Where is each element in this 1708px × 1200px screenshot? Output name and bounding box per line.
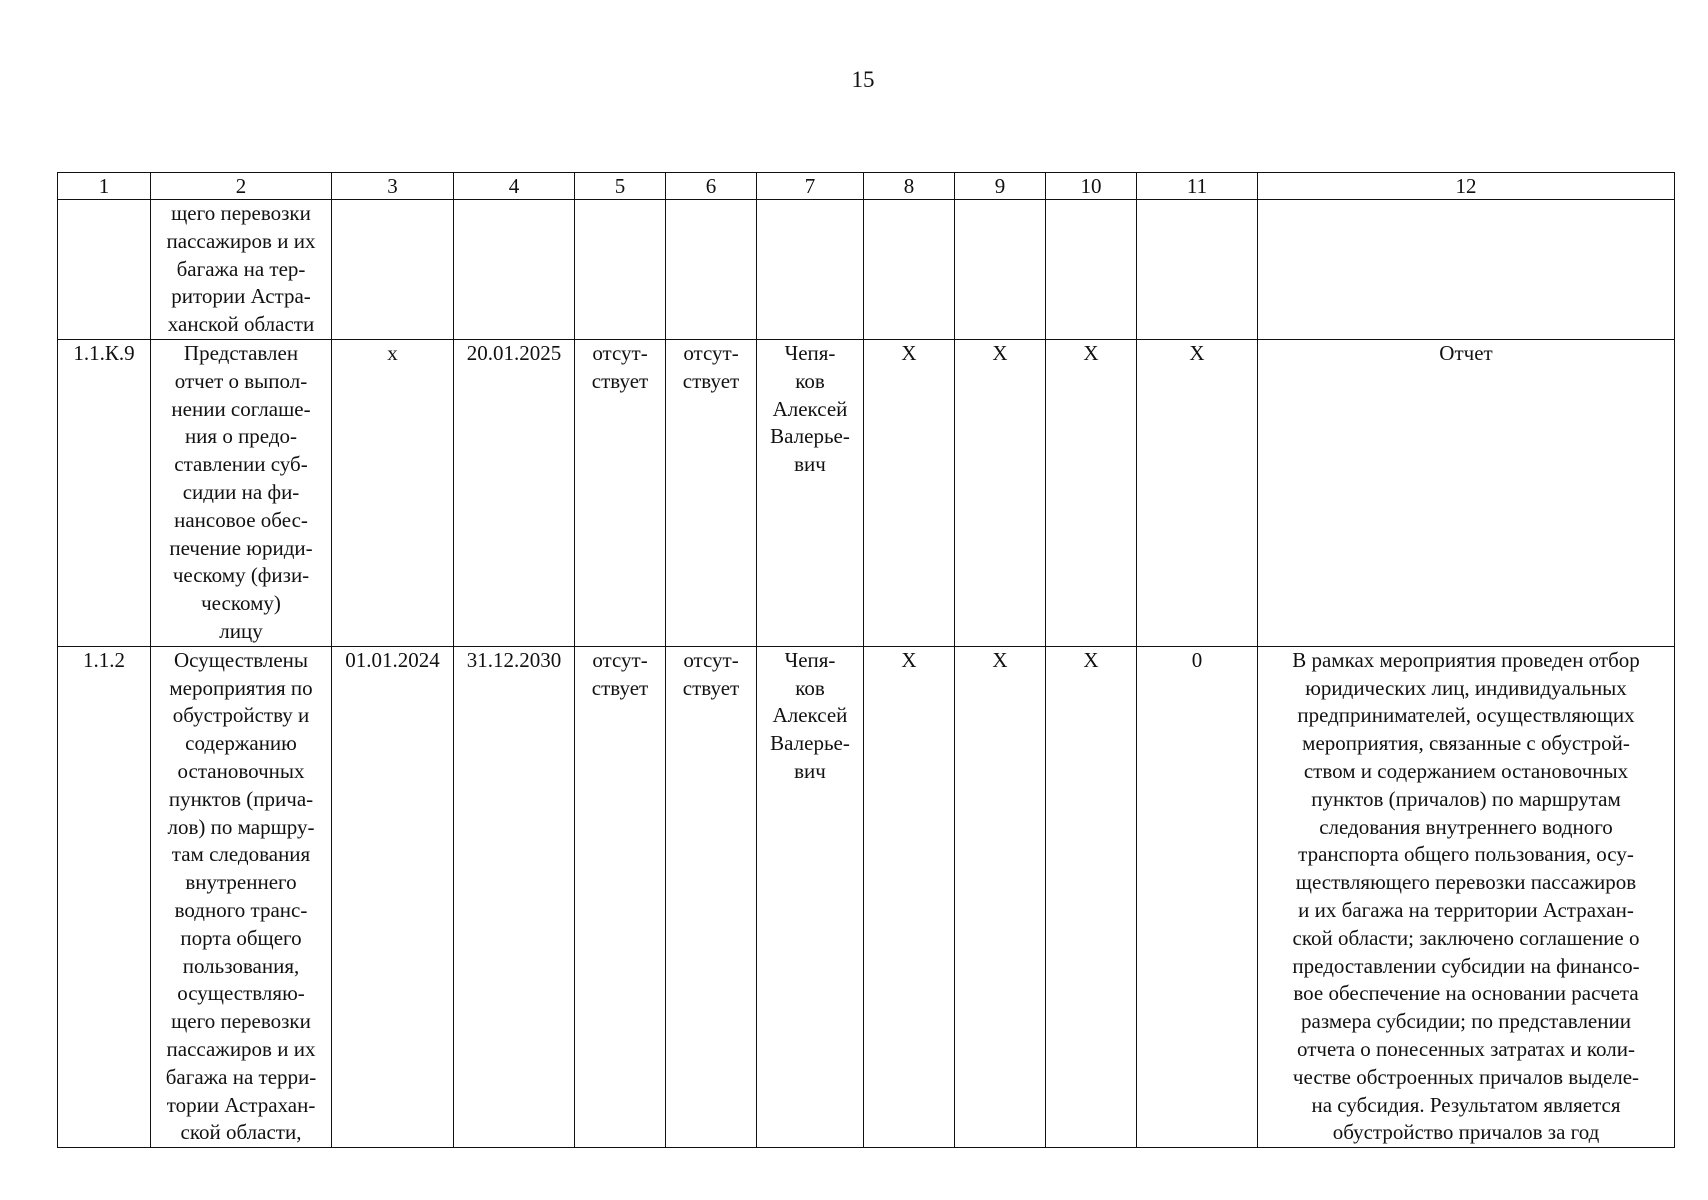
column-header-7: 7 (757, 173, 864, 200)
cell-col-1 (58, 339, 151, 646)
cell-col-1 (58, 200, 151, 340)
cell-line: отсут- (592, 340, 648, 365)
column-header-1: 1 (58, 173, 151, 200)
cell-line: X (901, 647, 917, 672)
cell-line: ствует (591, 675, 649, 700)
cell-line: В рамках мероприятия проведен отбор (1292, 647, 1640, 672)
cell-line: X (1083, 647, 1099, 672)
cell-line: сидии на фи- (182, 479, 300, 504)
cell-line: ством и содержанием остановочных (1303, 758, 1629, 783)
cell-col-9 (955, 339, 1046, 646)
cell-line: 01.01.2024 (345, 647, 440, 672)
cell-line: пассажиров и их (166, 1036, 316, 1061)
cell-line: порта общего (180, 925, 302, 950)
cell-line: обустройству и (172, 703, 310, 728)
cell-line: лов) по маршру- (167, 814, 315, 839)
cell-col-2 (151, 339, 332, 646)
cell-line: там следования (171, 842, 311, 867)
cell-line: X (992, 340, 1008, 365)
cell-line: отсут- (683, 340, 739, 365)
cell-line: вич (794, 452, 826, 477)
cell-line: водного транс- (174, 897, 308, 922)
cell-col-4 (454, 646, 575, 1147)
cell-col-11 (1137, 646, 1258, 1147)
cell-line: ставлении суб- (174, 452, 308, 477)
cell-col-5 (575, 646, 666, 1147)
cell-line: X (1083, 340, 1099, 365)
cell-line: багажа на тер- (176, 256, 306, 281)
cell-line: ков (795, 675, 825, 700)
column-header-4: 4 (454, 173, 575, 200)
cell-line: вое обеспечение на основании расчета (1293, 981, 1639, 1006)
cell-line: ния о предо- (184, 424, 298, 449)
cell-col-6 (666, 200, 757, 340)
cell-line: мероприятия, связанные с обустрой- (1302, 731, 1630, 756)
cell-line: ской области, (180, 1120, 302, 1145)
cell-line: размера субсидии; по представлении (1301, 1009, 1631, 1034)
cell-line: Чепя- (784, 340, 836, 365)
cell-col-6 (666, 339, 757, 646)
cell-line: ческому) (201, 591, 281, 616)
cell-line: тории Астрахан- (166, 1092, 316, 1117)
cell-col-12 (1258, 339, 1675, 646)
cell-line: пользования, (182, 953, 300, 978)
cell-col-6 (666, 646, 757, 1147)
cell-line: юридических лиц, индивидуальных (1305, 675, 1627, 700)
cell-col-2 (151, 200, 332, 340)
cell-line: отчет о выпол- (174, 368, 308, 393)
cell-col-4 (454, 339, 575, 646)
cell-line: Валерье- (770, 731, 850, 756)
cell-line: пунктов (причалов) по маршрутам (1311, 786, 1621, 811)
cell-line: остановочных (177, 758, 305, 783)
cell-col-4 (454, 200, 575, 340)
cell-line: Алексей (772, 703, 848, 728)
cell-line: транспорта общего пользования, осу- (1298, 842, 1634, 867)
cell-line: 1.1.К.9 (73, 340, 135, 365)
cell-line: ритории Астра- (171, 284, 311, 309)
cell-line: вич (794, 758, 826, 783)
cell-line: ществляющего перевозки пассажиров (1295, 870, 1637, 895)
cell-col-7 (757, 200, 864, 340)
cell-line: X (992, 647, 1008, 672)
cell-line: щего перевозки (171, 1009, 311, 1034)
cell-line: содержанию (185, 731, 297, 756)
cell-line: на субсидия. Результатом является (1311, 1092, 1621, 1117)
cell-line: X (1189, 340, 1205, 365)
column-header-12: 12 (1258, 173, 1675, 200)
cell-line: пассажиров и их (166, 228, 316, 253)
cell-col-8 (864, 200, 955, 340)
header-row (58, 173, 1675, 200)
cell-line: нансовое обес- (174, 507, 308, 532)
cell-col-3 (332, 339, 454, 646)
page-number: 15 (851, 67, 875, 92)
cell-line: Осуществлены (173, 647, 308, 672)
table-row (58, 339, 1675, 646)
cell-col-10 (1046, 339, 1137, 646)
cell-line: отчета о понесенных затратах и коли- (1297, 1036, 1635, 1061)
cell-col-8 (864, 646, 955, 1147)
cell-line: 0 (1191, 647, 1203, 672)
cell-line: X (901, 340, 917, 365)
column-header-6: 6 (666, 173, 757, 200)
cell-line: 1.1.2 (83, 647, 125, 672)
cell-line: Валерье- (770, 424, 850, 449)
cell-line: ствует (682, 675, 740, 700)
table-row (58, 646, 1675, 1147)
cell-line: х (387, 340, 398, 365)
cell-line: 31.12.2030 (466, 647, 562, 672)
column-header-11: 11 (1137, 173, 1258, 200)
cell-line: ствует (682, 368, 740, 393)
column-header-8: 8 (864, 173, 955, 200)
column-header-5: 5 (575, 173, 666, 200)
cell-line: пунктов (прича- (168, 786, 314, 811)
cell-col-5 (575, 200, 666, 340)
cell-line: внутреннего (185, 870, 297, 895)
cell-line: ской области; заключено соглашение о (1292, 925, 1640, 950)
cell-col-2 (151, 646, 332, 1147)
report-table (57, 172, 1675, 1148)
column-header-3: 3 (332, 173, 454, 200)
cell-col-10 (1046, 646, 1137, 1147)
column-header-9: 9 (955, 173, 1046, 200)
cell-col-10 (1046, 200, 1137, 340)
cell-col-9 (955, 646, 1046, 1147)
cell-line: багажа на терри- (165, 1064, 317, 1089)
cell-col-7 (757, 646, 864, 1147)
cell-line: предпринимателей, осуществляющих (1297, 703, 1635, 728)
cell-line: Представлен (183, 340, 299, 365)
cell-line: 20.01.2025 (466, 340, 562, 365)
cell-line: лицу (219, 618, 263, 643)
cell-line: ханской области (167, 312, 315, 337)
cell-line: Алексей (772, 396, 848, 421)
cell-col-12 (1258, 646, 1675, 1147)
cell-line: отсут- (592, 647, 648, 672)
column-header-10: 10 (1046, 173, 1137, 200)
cell-line: осуществляю- (177, 981, 305, 1006)
cell-col-8 (864, 339, 955, 646)
cell-line: честве обстроенных причалов выделе- (1292, 1064, 1640, 1089)
cell-line: ствует (591, 368, 649, 393)
cell-col-5 (575, 339, 666, 646)
cell-line: предоставлении субсидии на финансо- (1292, 953, 1640, 978)
cell-col-9 (955, 200, 1046, 340)
cell-line: обустройство причалов за год (1332, 1120, 1600, 1145)
cell-col-1 (58, 646, 151, 1147)
cell-col-11 (1137, 339, 1258, 646)
column-header-2: 2 (151, 173, 332, 200)
cell-line: ков (795, 368, 825, 393)
cell-line: щего перевозки (171, 201, 311, 225)
cell-line: нении соглаше- (171, 396, 311, 421)
cell-col-3 (332, 200, 454, 340)
cell-col-11 (1137, 200, 1258, 340)
cell-line: Чепя- (784, 647, 836, 672)
cell-line: Отчет (1439, 340, 1493, 365)
cell-line: ческому (физи- (172, 563, 310, 588)
cell-line: мероприятия по (169, 675, 313, 700)
cell-col-7 (757, 339, 864, 646)
cell-col-12 (1258, 200, 1675, 340)
cell-line: и их багажа на территории Астрахан- (1298, 897, 1634, 922)
cell-line: следования внутреннего водного (1319, 814, 1613, 839)
cell-col-3 (332, 646, 454, 1147)
table-row (58, 200, 1675, 340)
cell-line: отсут- (683, 647, 739, 672)
cell-line: печение юриди- (169, 535, 313, 560)
